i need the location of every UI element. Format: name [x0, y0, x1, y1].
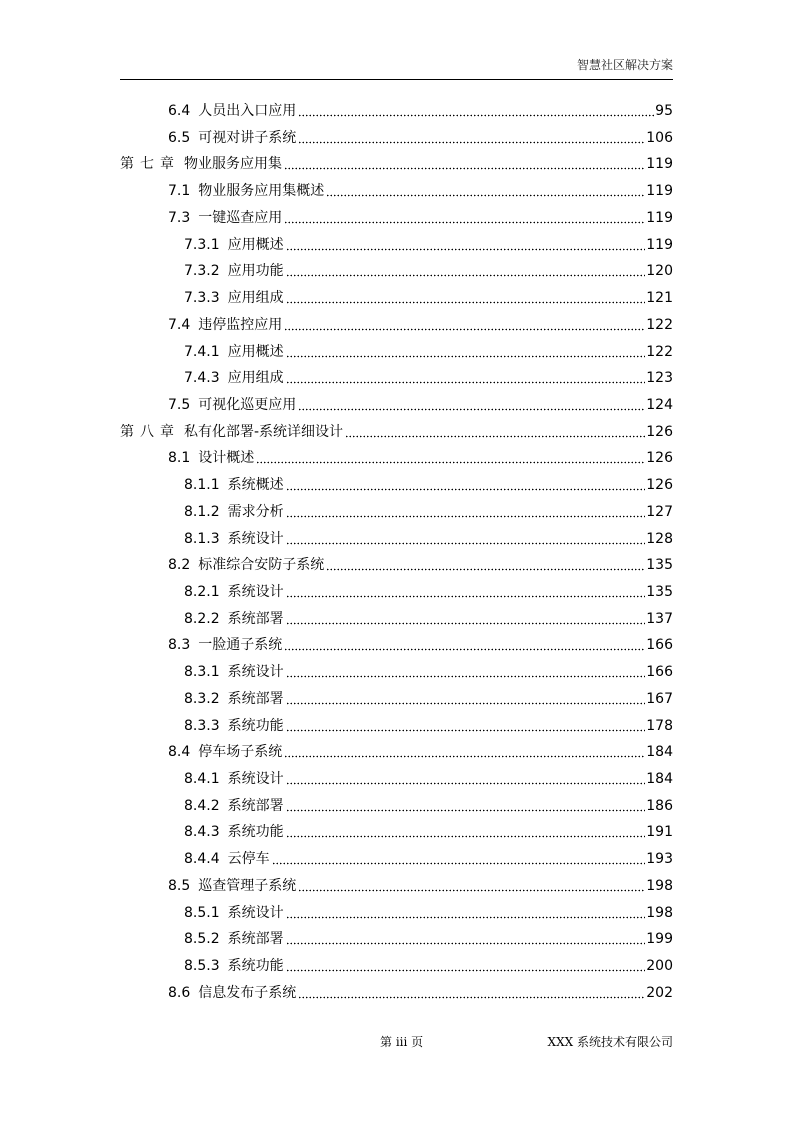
toc-entry[interactable]	[168, 554, 673, 574]
toc-dot-leader	[345, 435, 645, 438]
toc-entry[interactable]	[184, 501, 673, 521]
toc-entry-page: 184	[646, 744, 673, 761]
toc-dot-leader	[286, 381, 646, 384]
toc-entry-title: 可视化巡更应用	[198, 396, 297, 413]
toc-entry-number: 8.1	[168, 450, 191, 467]
toc-dot-leader	[298, 114, 654, 117]
toc-entry-page: 106	[646, 129, 673, 146]
toc-entry-number: 7.4	[168, 316, 191, 333]
toc-entry-number: 8.3.1	[184, 664, 220, 681]
toc-entry-page: 95	[655, 103, 673, 119]
toc-entry-number: 8.4.4	[184, 851, 220, 868]
toc-dot-leader	[286, 916, 646, 919]
toc-entry[interactable]	[184, 715, 673, 735]
toc-entry-page: 198	[646, 877, 673, 894]
toc-dot-leader	[286, 729, 646, 732]
toc-entry-title: 系统功能	[227, 717, 284, 734]
toc-entry-page: 123	[646, 370, 673, 387]
toc-dot-leader	[286, 301, 646, 304]
toc-entry-page: 137	[646, 610, 673, 627]
toc-entry-page: 121	[646, 290, 673, 306]
toc-entry-title: 系统设计	[227, 664, 284, 681]
toc-dot-leader	[286, 488, 646, 491]
toc-entry-title: 系统设计	[227, 530, 284, 547]
toc-entry-title: 应用概述	[227, 236, 284, 253]
toc-entry[interactable]	[184, 661, 673, 681]
toc-entry-number: 8.4.2	[184, 797, 220, 814]
toc-entry-page: 120	[646, 263, 673, 280]
toc-entry-title: 系统功能	[227, 824, 284, 841]
toc-entry-number: 8.5.1	[184, 904, 220, 921]
toc-dot-leader	[286, 542, 646, 545]
toc-entry-title: 云停车	[227, 851, 270, 868]
toc-entry-number: 8.4	[168, 744, 191, 761]
toc-dot-leader	[298, 408, 645, 411]
toc-entry-page: 198	[646, 904, 673, 921]
toc-entry-page: 122	[646, 343, 673, 360]
toc-entry-title: 系统部署	[227, 690, 284, 707]
toc-entry-number: 7.3.2	[184, 263, 220, 280]
toc-dot-leader	[284, 328, 645, 331]
toc-entry-page: 184	[646, 771, 673, 787]
toc-entry[interactable]	[184, 821, 673, 841]
toc-entry-number: 7.1	[168, 183, 191, 200]
toc-entry[interactable]	[184, 955, 673, 975]
toc-entry[interactable]	[184, 367, 673, 387]
toc-entry[interactable]	[184, 474, 673, 494]
toc-dot-leader	[272, 862, 646, 865]
toc-entry-number: 8.2	[168, 557, 191, 574]
toc-entry-page: 127	[646, 503, 673, 520]
toc-entry-number: 8.2.2	[184, 610, 220, 627]
toc-entry[interactable]	[184, 528, 673, 548]
toc-entry-number: 7.3	[168, 209, 191, 226]
toc-entry-number: 7.3.3	[184, 290, 220, 306]
toc-entry-page: 135	[646, 557, 673, 574]
toc-entry-number: 8.5	[168, 877, 191, 894]
toc-dot-leader	[286, 355, 646, 358]
toc-entry[interactable]	[184, 260, 673, 280]
toc-entry[interactable]	[168, 741, 673, 761]
toc-entry-number: 8.6	[168, 984, 191, 1001]
toc-entry[interactable]	[184, 795, 673, 815]
toc-dot-leader	[284, 648, 645, 651]
toc-entry[interactable]	[184, 608, 673, 628]
toc-entry[interactable]	[168, 982, 673, 1002]
toc-entry[interactable]	[184, 287, 673, 307]
toc-entry-title: 信息发布子系统	[198, 984, 297, 1001]
toc-entry-title: 私有化部署-系统详细设计	[184, 423, 344, 440]
toc-entry-number: 7.3.1	[184, 236, 220, 253]
toc-dot-leader	[286, 515, 646, 518]
toc-entry-page: 126	[646, 423, 673, 440]
toc-entry-page: 178	[646, 717, 673, 734]
toc-entry-title: 系统部署	[227, 931, 284, 948]
toc-dot-leader	[284, 221, 645, 224]
toc-entry-page: 166	[646, 664, 673, 681]
toc-entry-title: 可视对讲子系统	[198, 129, 297, 146]
toc-entry-number: 8.3.2	[184, 690, 220, 707]
toc-entry-number: 7.4.3	[184, 370, 220, 387]
toc-entry[interactable]	[168, 394, 673, 414]
toc-entry-page: 135	[646, 584, 673, 600]
toc-entry-number: 7.4.1	[184, 343, 220, 360]
toc-entry[interactable]	[168, 100, 673, 120]
toc-dot-leader	[284, 755, 645, 758]
toc-entry[interactable]	[184, 902, 673, 922]
toc-entry-page: 126	[646, 450, 673, 467]
toc-entry-number: 第七章	[120, 156, 180, 173]
toc-entry-page: 119	[646, 156, 673, 173]
toc-entry-title: 一键巡查应用	[198, 209, 283, 226]
toc-entry[interactable]	[168, 127, 673, 147]
toc-entry-number: 8.1.2	[184, 503, 220, 520]
toc-entry-title: 违停监控应用	[198, 316, 283, 333]
toc-entry-number: 8.1.3	[184, 530, 220, 547]
toc-entry-title: 系统功能	[227, 958, 284, 974]
toc-entry-page: 119	[646, 183, 673, 200]
toc-dot-leader	[286, 622, 646, 625]
toc-entry-page: 200	[646, 958, 673, 974]
toc-entry-page: 126	[646, 477, 673, 494]
toc-dot-leader	[286, 969, 646, 972]
toc-dot-leader	[286, 782, 646, 785]
toc-entry-page: 191	[646, 824, 673, 841]
toc-dot-leader	[326, 568, 645, 571]
toc-dot-leader	[326, 194, 645, 197]
toc-dot-leader	[256, 461, 645, 464]
toc-entry-number: 8.1.1	[184, 477, 220, 494]
toc-entry-title: 标准综合安防子系统	[198, 557, 325, 574]
toc-entry[interactable]	[168, 447, 673, 467]
toc-entry-title: 系统概述	[227, 477, 284, 494]
toc-chapter-entry[interactable]	[120, 421, 673, 441]
page-number: 第 iii 页	[380, 1035, 424, 1049]
toc-entry[interactable]	[168, 875, 673, 895]
toc-dot-leader	[286, 809, 646, 812]
toc-entry-page: 122	[646, 316, 673, 333]
toc-entry-title: 系统设计	[227, 584, 284, 600]
toc-entry-number: 8.3.3	[184, 717, 220, 734]
toc-entry-title: 应用功能	[227, 263, 284, 280]
toc-entry-title: 一脸通子系统	[198, 637, 283, 654]
toc-entry[interactable]	[168, 180, 673, 200]
header-divider	[120, 79, 673, 80]
toc-entry-number: 8.3	[168, 637, 191, 654]
toc-entry[interactable]	[184, 234, 673, 254]
company-name: XXX 系统技术有限公司	[547, 1035, 673, 1049]
toc-entry-number: 8.4.1	[184, 771, 220, 787]
toc-entry-page: 186	[646, 797, 673, 814]
toc-entry-title: 应用概述	[227, 343, 284, 360]
toc-entry-page: 119	[646, 209, 673, 226]
toc-entry-page: 167	[646, 690, 673, 707]
toc-entry[interactable]	[184, 768, 673, 788]
toc-entry[interactable]	[184, 341, 673, 361]
toc-dot-leader	[286, 595, 646, 598]
toc-entry-title: 系统设计	[227, 904, 284, 921]
toc-entry-title: 系统设计	[227, 771, 284, 787]
toc-entry[interactable]	[168, 634, 673, 654]
toc-entry-page: 119	[646, 236, 673, 253]
toc-entry-number: 6.4	[168, 103, 191, 119]
toc-entry-title: 物业服务应用集概述	[198, 183, 325, 200]
toc-entry-title: 人员出入口应用	[198, 103, 297, 119]
toc-entry-number: 8.5.2	[184, 931, 220, 948]
toc-entry-number: 8.2.1	[184, 584, 220, 600]
toc-entry[interactable]	[184, 848, 673, 868]
toc-dot-leader	[286, 835, 646, 838]
toc-dot-leader	[284, 167, 645, 170]
toc-entry-title: 应用组成	[227, 370, 284, 387]
toc-entry[interactable]	[184, 688, 673, 708]
toc-entry[interactable]	[184, 928, 673, 948]
toc-entry-number: 第八章	[120, 423, 180, 440]
toc-dot-leader	[286, 675, 646, 678]
toc-dot-leader	[286, 942, 646, 945]
toc-entry[interactable]	[168, 207, 673, 227]
toc-entry-page: 193	[646, 851, 673, 868]
toc-entry-number: 7.5	[168, 396, 191, 413]
toc-entry-title: 应用组成	[227, 290, 284, 306]
toc-entry-title: 需求分析	[227, 503, 284, 520]
toc-entry-title: 巡查管理子系统	[198, 877, 297, 894]
toc-dot-leader	[298, 141, 645, 144]
toc-dot-leader	[286, 274, 646, 277]
toc-entry-title: 停车场子系统	[198, 744, 283, 761]
toc-entry-title: 系统部署	[227, 610, 284, 627]
toc-entry-number: 6.5	[168, 129, 191, 146]
toc-dot-leader	[298, 889, 645, 892]
toc-entry[interactable]	[168, 314, 673, 334]
toc-entry-number: 8.5.3	[184, 958, 220, 974]
toc-dot-leader	[286, 702, 646, 705]
toc-entry-title: 物业服务应用集	[184, 156, 282, 173]
toc-entry-number: 8.4.3	[184, 824, 220, 841]
document-title: 智慧社区解决方案	[576, 58, 673, 72]
toc-entry[interactable]	[184, 581, 673, 601]
toc-entry-page: 128	[646, 530, 673, 547]
toc-entry-page: 202	[646, 984, 673, 1001]
toc-dot-leader	[286, 248, 646, 251]
toc-chapter-entry[interactable]	[120, 153, 673, 173]
toc-entry-title: 设计概述	[198, 450, 255, 467]
toc-entry-page: 124	[646, 396, 673, 413]
toc-entry-page: 166	[646, 637, 673, 654]
toc-dot-leader	[298, 996, 645, 999]
toc-entry-page: 199	[646, 931, 673, 948]
toc-entry-title: 系统部署	[227, 797, 284, 814]
